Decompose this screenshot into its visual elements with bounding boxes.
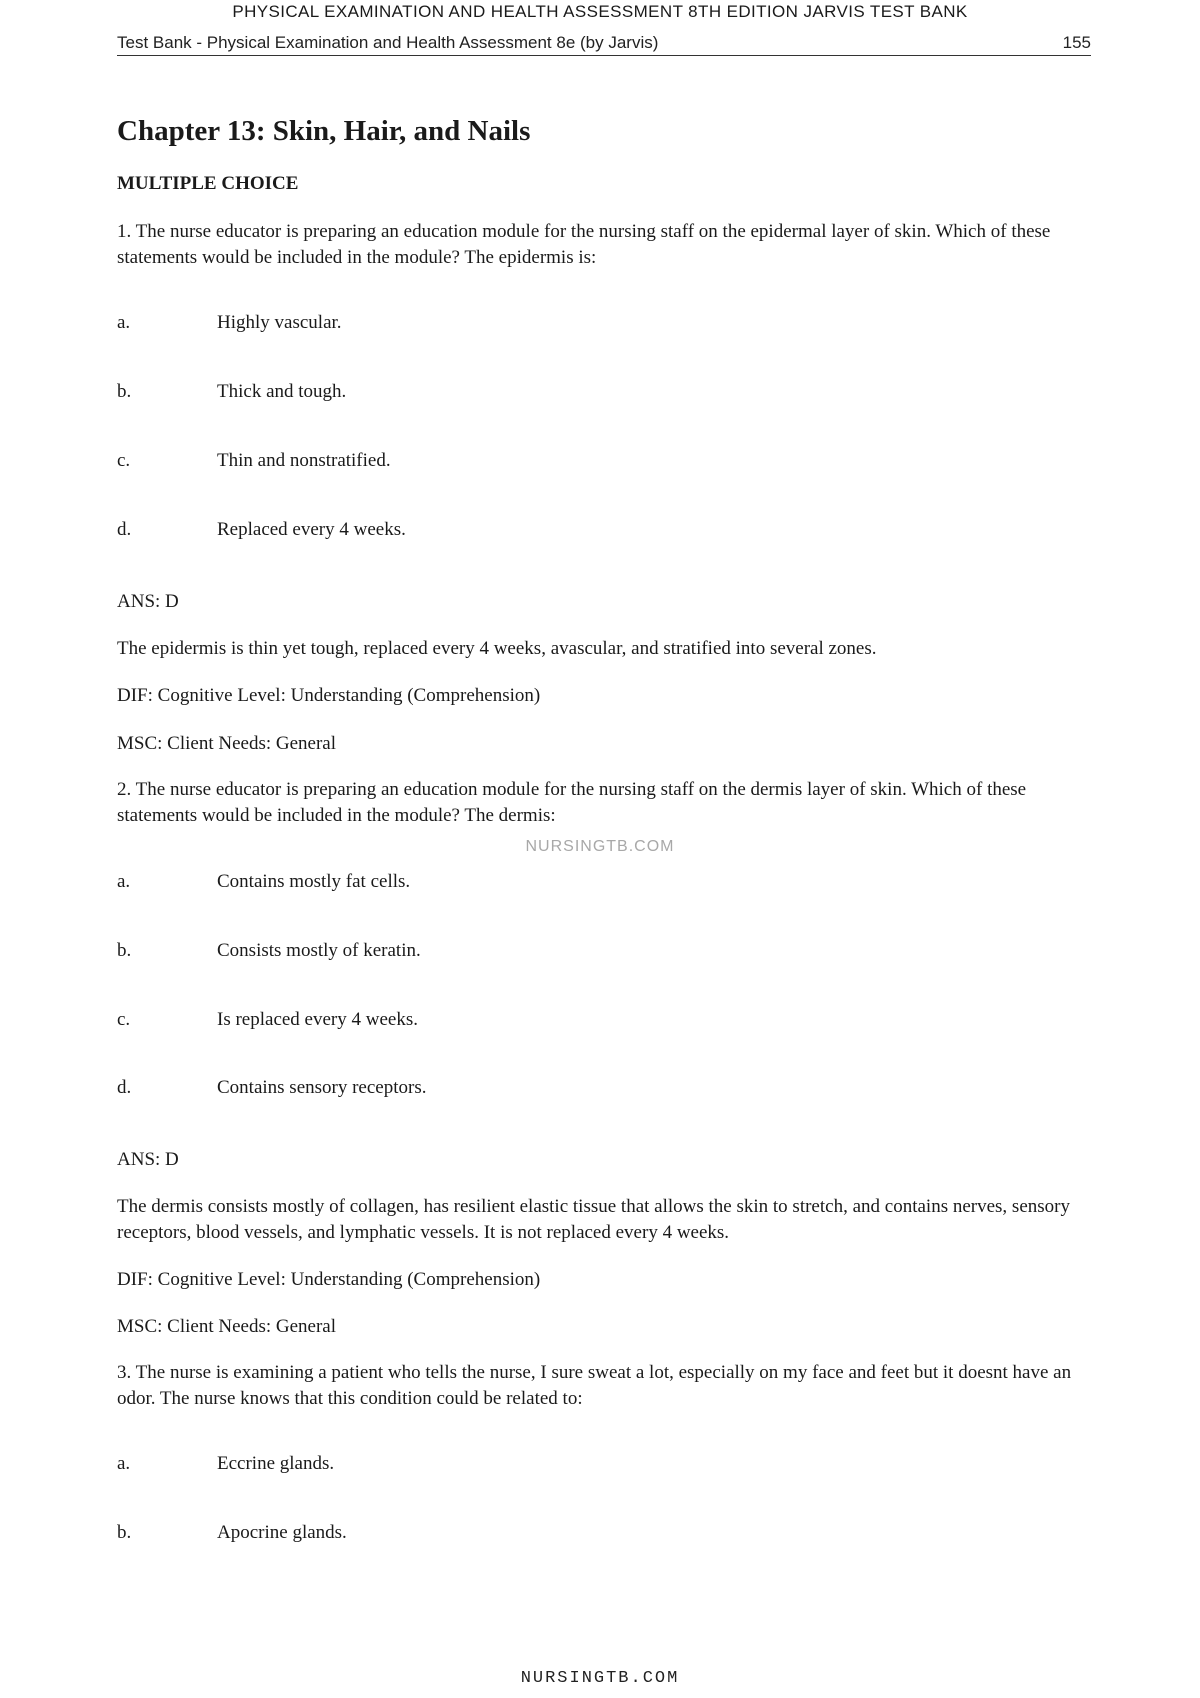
question-1-option-a: [117, 310, 342, 336]
question-1-option-b: [117, 379, 346, 405]
option-text: Highly vascular.: [217, 312, 342, 333]
option-text: Is replaced every 4 weeks.: [217, 1009, 418, 1030]
top-banner: PHYSICAL EXAMINATION AND HEALTH ASSESSMENT 8TH EDITION JARVIS TEST BANK: [232, 2, 968, 21]
option-text: Thick and tough.: [217, 381, 347, 402]
watermark: NURSINGTB.COM: [525, 838, 675, 855]
question-3-stem: 3. The nurse is examining a patient who tells the nurse, I sure sweat a lot, especially on my face and feet but it doesnt have an odor. The nurse knows that this condition could be related to:: [117, 1362, 1072, 1409]
footer-watermark: NURSINGTB.COM: [520, 1669, 680, 1688]
section-title: MULTIPLE CHOICE: [117, 173, 299, 194]
option-letter: c.: [117, 450, 131, 471]
option-letter: a.: [117, 1453, 131, 1474]
option-letter: d.: [117, 519, 132, 540]
question-1-option-c: [117, 448, 391, 474]
question-1-rationale: The epidermis is thin yet tough, replaced every 4 weeks, avascular, and stratified into several zones.: [117, 638, 877, 659]
option-letter: a.: [117, 871, 131, 892]
option-text: Replaced every 4 weeks.: [217, 519, 406, 540]
question-2-option-a: [117, 869, 410, 895]
question-1-option-d: [117, 517, 406, 543]
option-text: Consists mostly of keratin.: [217, 940, 421, 961]
question-2-option-c: [117, 1007, 418, 1033]
question-1-dif: DIF: Cognitive Level: Understanding (Comprehension): [117, 685, 541, 706]
question-1-stem: 1. The nurse educator is preparing an education module for the nursing staff on the epidermal layer of skin. Which of these statements would be included in the module? The epidermis is:: [117, 221, 1051, 268]
option-text: Contains sensory receptors.: [217, 1077, 427, 1098]
option-letter: b.: [117, 940, 132, 961]
chapter-title: Chapter 13: Skin, Hair, and Nails: [117, 115, 531, 147]
option-letter: c.: [117, 1009, 131, 1030]
option-letter: d.: [117, 1077, 132, 1098]
question-1-msc: MSC: Client Needs: General: [117, 733, 336, 754]
option-letter: b.: [117, 381, 132, 402]
option-text: Contains mostly fat cells.: [217, 871, 411, 892]
option-letter: b.: [117, 1522, 132, 1543]
question-3-option-a: [117, 1451, 334, 1477]
question-2-stem: 2. The nurse educator is preparing an education module for the nursing staff on the dermis layer of skin. Which of these statements would be included in the module? The dermis:: [117, 779, 1027, 826]
option-text: Apocrine glands.: [217, 1522, 347, 1543]
running-header-title: Test Bank - Physical Examination and Health Assessment 8e (by Jarvis): [117, 33, 659, 52]
question-2-option-d: [117, 1075, 426, 1101]
option-text: Eccrine glands.: [217, 1453, 335, 1474]
question-2-rationale: The dermis consists mostly of collagen, has resilient elastic tissue that allows the skin to stretch, and contains nerves, sensory receptors, blood vessels, and lymphatic vessels. It is not replaced every 4 weeks.: [117, 1196, 1070, 1243]
question-3-option-b: [117, 1520, 347, 1546]
question-2-answer: ANS: D: [117, 1149, 179, 1170]
question-2-dif: DIF: Cognitive Level: Understanding (Comprehension): [117, 1269, 541, 1290]
page-number: 155: [1062, 33, 1091, 52]
question-1-answer: ANS: D: [117, 591, 179, 612]
question-2-option-b: [117, 938, 421, 964]
option-text: Thin and nonstratified.: [217, 450, 391, 471]
option-letter: a.: [117, 312, 131, 333]
question-2-msc: MSC: Client Needs: General: [117, 1316, 336, 1337]
running-header: [117, 33, 1091, 56]
